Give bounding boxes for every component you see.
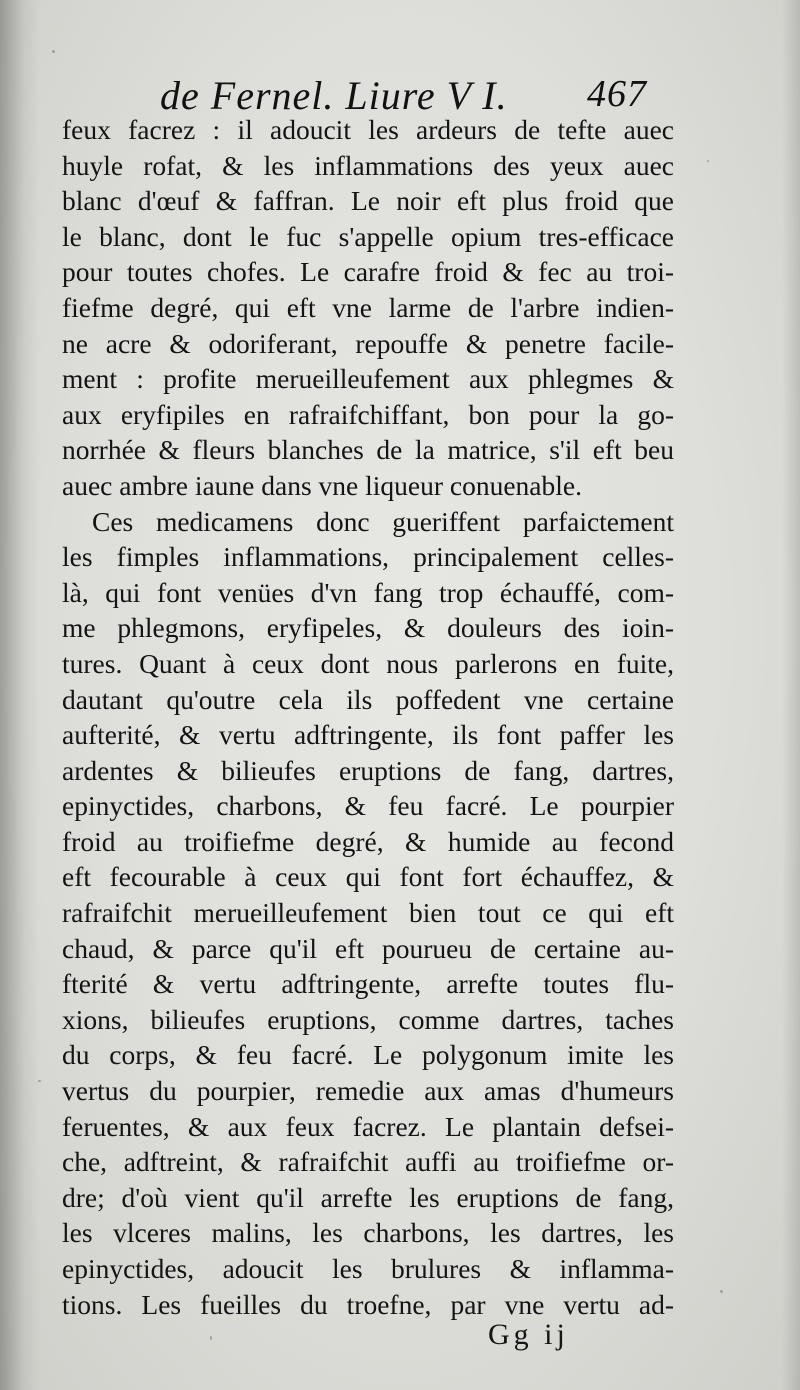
text-line: feruentes, & aux feux facrez. Le plantain defsei- — [62, 1110, 674, 1142]
paper-speck — [52, 50, 55, 53]
text-line: ment : profite merueilleufement aux phlegmes & — [62, 363, 674, 395]
text-line: fterité & vertu adftringente, arrefte toutes flu- — [62, 968, 674, 1000]
text-line: chaud, & parce qu'il eft pourueu de certaine au- — [62, 932, 674, 964]
text-line: aufterité, & vertu adftringente, ils font paffer les — [62, 719, 674, 751]
text-line: vertus du pourpier, remedie aux amas d'humeurs — [62, 1075, 674, 1107]
paragraph-first-line: Ces medicamens donc gueriffent parfaictement — [92, 505, 674, 537]
signature-mark: Gg ij — [488, 1318, 569, 1351]
text-line: froid au troifiefme degré, & humide au fecond — [62, 825, 674, 857]
text-line: che, adftreint, & rafraifchit auffi au troifiefme or- — [62, 1146, 674, 1178]
text-line: ardentes & bilieufes eruptions de fang, dartres, — [62, 754, 674, 786]
text-line: xions, bilieufes eruptions, comme dartres, taches — [62, 1003, 674, 1035]
gutter-shadow — [0, 0, 40, 1390]
text-line: tures. Quant à ceux dont nous parlerons en fuite, — [62, 647, 674, 679]
text-line: dautant qu'outre cela ils poffedent vne certaine — [62, 683, 674, 715]
text-line: tions. Les fueilles du troefne, par vne vertu ad- — [62, 1288, 674, 1320]
text-line: aux eryfipiles en rafraifchiffant, bon pour la go- — [62, 398, 674, 430]
paragraph-last-line: auec ambre iaune dans vne liqueur conuenable. — [62, 469, 582, 501]
text-line: me phlegmons, eryfipeles, & douleurs des ioin- — [62, 612, 674, 644]
page-number: 467 — [587, 73, 647, 115]
text-line: fiefme degré, qui eft vne larme de l'arbre indien- — [62, 291, 674, 323]
paper-speck — [707, 160, 709, 162]
text-line: blanc d'œuf & faffran. Le noir eft plus froid que — [62, 185, 674, 217]
page-edge-shadow — [782, 0, 800, 1390]
text-line: dre; d'où vient qu'il arrefte les eruptions de fang, — [62, 1181, 674, 1213]
text-line: feux facrez : il adoucit les ardeurs de tefte auec — [62, 114, 674, 145]
body-text — [62, 112, 674, 1322]
text-line: pour toutes chofes. Le carafre froid & fec au troi- — [62, 256, 674, 288]
text-line: ne acre & odoriferant, repouffe & penetre facile- — [62, 327, 674, 359]
text-line: epinyctides, adoucit les brulures & inflamma- — [62, 1253, 674, 1284]
text-line: les vlceres malins, les charbons, les dartres, les — [62, 1217, 674, 1249]
text-line: epinyctides, charbons, & feu facré. Le pourpier — [62, 790, 674, 822]
text-line: eft fecourable à ceux qui font fort échauffez, & — [62, 861, 674, 893]
running-title: de Fernel. Liure V I. — [160, 73, 508, 118]
text-line: là, qui font venües d'vn fang trop échauffé, com- — [62, 576, 674, 608]
paper-speck — [720, 1290, 723, 1293]
text-line: norrhée & fleurs blanches de la matrice, s'il eft beu — [62, 434, 674, 466]
text-line: rafraifchit merueilleufement bien tout ce qui eft — [62, 897, 674, 929]
text-line: les fimples inflammations, principalement celles- — [62, 541, 674, 573]
paper-speck — [38, 1080, 41, 1082]
paper-speck — [210, 1336, 212, 1340]
text-line: huyle rofat, & les inflammations des yeux auec — [62, 149, 674, 181]
text-line: le blanc, dont le fuc s'appelle opium tres-efficace — [62, 220, 674, 252]
text-line: du corps, & feu facré. Le polygonum imite les — [62, 1039, 674, 1071]
